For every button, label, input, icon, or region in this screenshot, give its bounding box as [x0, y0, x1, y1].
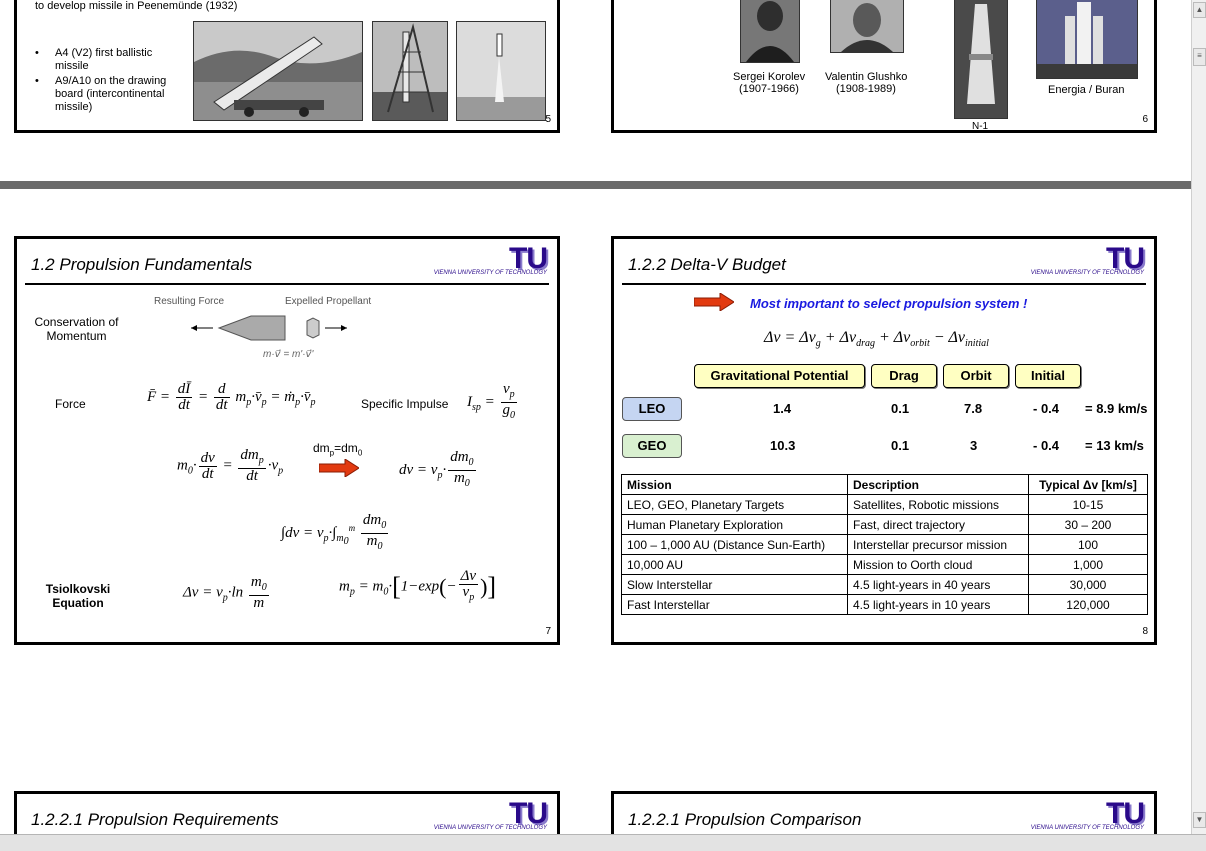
tu-logo-mark: TU — [509, 797, 547, 830]
cell: Satellites, Robotic missions — [848, 495, 1029, 515]
table-row — [622, 495, 1148, 515]
geo-grav: 10.3 — [770, 438, 796, 453]
bullet-a4: • A4 (V2) first ballistic missile — [55, 47, 175, 73]
korolev-years: (1907-1966) — [739, 83, 799, 95]
slide-5 — [14, 0, 560, 133]
header-gravitational-potential: Gravitational Potential — [694, 364, 865, 388]
mass-propellant-equation: $m_p = m_0\cdot[1-\exp(-$ $\frac{\Delta v}{v_p}$ )] — [339, 568, 497, 603]
tu-logo — [429, 799, 547, 835]
leo-total: = 8.9 km/s — [1085, 401, 1148, 416]
launch-tower-photo — [372, 21, 448, 121]
header-drag: Drag — [871, 364, 937, 388]
geo-total: = 13 km/s — [1085, 438, 1144, 453]
table-row — [622, 535, 1148, 555]
dv-equation: dv = $v_p\cdot$ $\frac{dm_0}{m_0}$ — [399, 449, 474, 489]
geo-orbit: 3 — [970, 438, 978, 453]
cell: 10-15 — [1029, 495, 1148, 515]
leo-grav: 1.4 — [773, 401, 792, 416]
tu-logo — [1026, 799, 1144, 835]
cell: Mission to Oorth cloud — [848, 555, 1029, 575]
cell: 100 – 1,000 AU (Distance Sun-Earth) — [622, 535, 848, 555]
slide-6 — [611, 0, 1157, 133]
cell: LEO, GEO, Planetary Targets — [622, 495, 848, 515]
scroll-up-icon[interactable]: ▲ — [1193, 2, 1206, 18]
col-mission: Mission — [622, 475, 848, 495]
slide10-title: 1.2.2.1 Propulsion Comparison — [628, 810, 862, 829]
slide5-top-text: to develop missile in Peenemünde (1932) — [35, 0, 238, 12]
specific-impulse-label: Specific Impulse — [361, 397, 449, 411]
page-divider — [0, 181, 1192, 189]
n1-label: N-1 — [972, 121, 989, 132]
headline: Most important to select propulsion system ! — [750, 296, 1028, 311]
red-arrow-icon — [319, 459, 359, 477]
geo-label: GEO — [622, 434, 682, 458]
geo-initial: - 0.4 — [1033, 438, 1060, 453]
cell: Slow Interstellar — [622, 575, 848, 595]
cell: Fast, direct trajectory — [848, 515, 1029, 535]
cell: 30 – 200 — [1029, 515, 1148, 535]
cell: Interstellar precursor mission — [848, 535, 1029, 555]
tu-logo-text: VIENNA UNIVERSITY OF TECHNOLOGY — [433, 825, 547, 831]
table-row — [622, 575, 1148, 595]
slide8-page-number: 8 — [1142, 626, 1148, 637]
korolev-photo — [740, 0, 800, 63]
isp-equation: $I_{sp}$ = $\frac{v_p}{g_0}$ — [467, 381, 516, 421]
cell: Human Planetary Exploration — [622, 515, 848, 535]
cell: 4.5 light-years in 10 years — [848, 595, 1029, 615]
tsiolkovski-label: Tsiolkovski Equation — [45, 582, 111, 610]
slide9-title: 1.2.2.1 Propulsion Requirements — [31, 810, 279, 829]
col-typical-dv: Typical Δv [km/s] — [1029, 475, 1148, 495]
red-arrow-icon — [694, 293, 734, 311]
dm-label: $dm_p=dm_0$ — [313, 441, 363, 458]
force-label: Force — [55, 397, 86, 411]
cell: 4.5 light-years in 40 years — [848, 575, 1029, 595]
force-equation: F̄ = $\frac{dĪ}{dt}$ = $\frac{d}{dt}$ $m_p\cdot v̄_p$ = $ṁ_p\cdot v̄_p$ — [147, 381, 316, 413]
table-row — [622, 515, 1148, 535]
integral-equation: $\int dv = v_p\cdot\int_{m_0}^m$ $\frac{dm_0}{m_0}$ — [281, 512, 387, 552]
cell: 100 — [1029, 535, 1148, 555]
cell: Fast Interstellar — [622, 595, 848, 615]
launch-photo — [456, 21, 546, 121]
tu-logo — [429, 244, 547, 280]
cell: 30,000 — [1029, 575, 1148, 595]
slide-8 — [611, 236, 1157, 645]
slide-7 — [14, 236, 560, 645]
geo-drag: 0.1 — [891, 438, 910, 453]
momentum-equation: m·v⃗ = m'·v⃗' — [263, 349, 314, 360]
status-bar — [0, 834, 1206, 851]
korolev-name: Sergei Korolev — [733, 71, 806, 83]
slide7-title: 1.2 Propulsion Fundamentals — [31, 255, 253, 274]
col-description: Description — [848, 475, 1029, 495]
momentum-rate-equation: $m_0\cdot$ $\frac{dv}{dt}$ = $\frac{dm_p}{dt}$ $\cdot v_p$ — [177, 447, 284, 484]
leo-drag: 0.1 — [891, 401, 910, 416]
energia-buran-photo — [1036, 0, 1138, 79]
slide8-title: 1.2.2 Delta-V Budget — [628, 255, 786, 274]
table-row — [622, 595, 1148, 615]
tu-logo-mark: TU — [509, 242, 547, 275]
resulting-force-label: Resulting Force — [154, 296, 225, 307]
glushko-name: Valentin Glushko — [825, 71, 908, 83]
v2-rocket-photo — [193, 21, 363, 121]
scroll-thumb[interactable]: ≡ — [1193, 48, 1206, 66]
cell: 120,000 — [1029, 595, 1148, 615]
tu-logo-text: VIENNA UNIVERSITY OF TECHNOLOGY — [1030, 270, 1144, 276]
expelled-propellant-label: Expelled Propellant — [285, 296, 372, 307]
mission-table — [621, 474, 1148, 615]
tu-logo-text: VIENNA UNIVERSITY OF TECHNOLOGY — [433, 270, 547, 276]
glushko-years: (1908-1989) — [836, 83, 896, 95]
tu-logo-mark: TU — [1106, 797, 1144, 830]
tu-logo — [1026, 244, 1144, 280]
slide6-page-number: 6 — [1142, 114, 1148, 125]
tu-logo-text: VIENNA UNIVERSITY OF TECHNOLOGY — [1030, 825, 1144, 831]
leo-orbit: 7.8 — [964, 401, 983, 416]
slide7-page-number: 7 — [545, 626, 551, 637]
cell: 10,000 AU — [622, 555, 848, 575]
conservation-label: Conservation of Momentum — [34, 315, 119, 343]
leo-initial: - 0.4 — [1033, 401, 1060, 416]
leo-label: LEO — [622, 397, 682, 421]
cell: 1,000 — [1029, 555, 1148, 575]
header-orbit: Orbit — [943, 364, 1009, 388]
delta-v-equation: $\Delta v = \Delta v_g + \Delta v_{drag} + \Delta v_{orbit} - \Delta v_{initial}$ — [764, 329, 989, 350]
energia-buran-label: Energia / Buran — [1048, 84, 1125, 96]
tu-logo-mark: TU — [1106, 242, 1144, 275]
table-row — [622, 555, 1148, 575]
momentum-diagram — [189, 313, 349, 347]
title-rule — [25, 283, 549, 285]
table-header-row — [622, 475, 1148, 495]
slide5-page-number: 5 — [545, 114, 551, 125]
bullet-a9: • A9/A10 on the drawing board (intercontinental missile) — [55, 75, 175, 114]
vertical-scrollbar[interactable] — [1191, 0, 1206, 834]
title-rule — [622, 283, 1146, 285]
scroll-down-icon[interactable]: ▼ — [1193, 812, 1206, 828]
tsiolkovski-equation: $\Delta v = v_p\cdot\ln$ $\frac{m_0}{m}$ — [183, 574, 267, 611]
header-initial: Initial — [1015, 364, 1081, 388]
glushko-photo — [830, 0, 904, 53]
n1-rocket-photo — [954, 0, 1008, 119]
